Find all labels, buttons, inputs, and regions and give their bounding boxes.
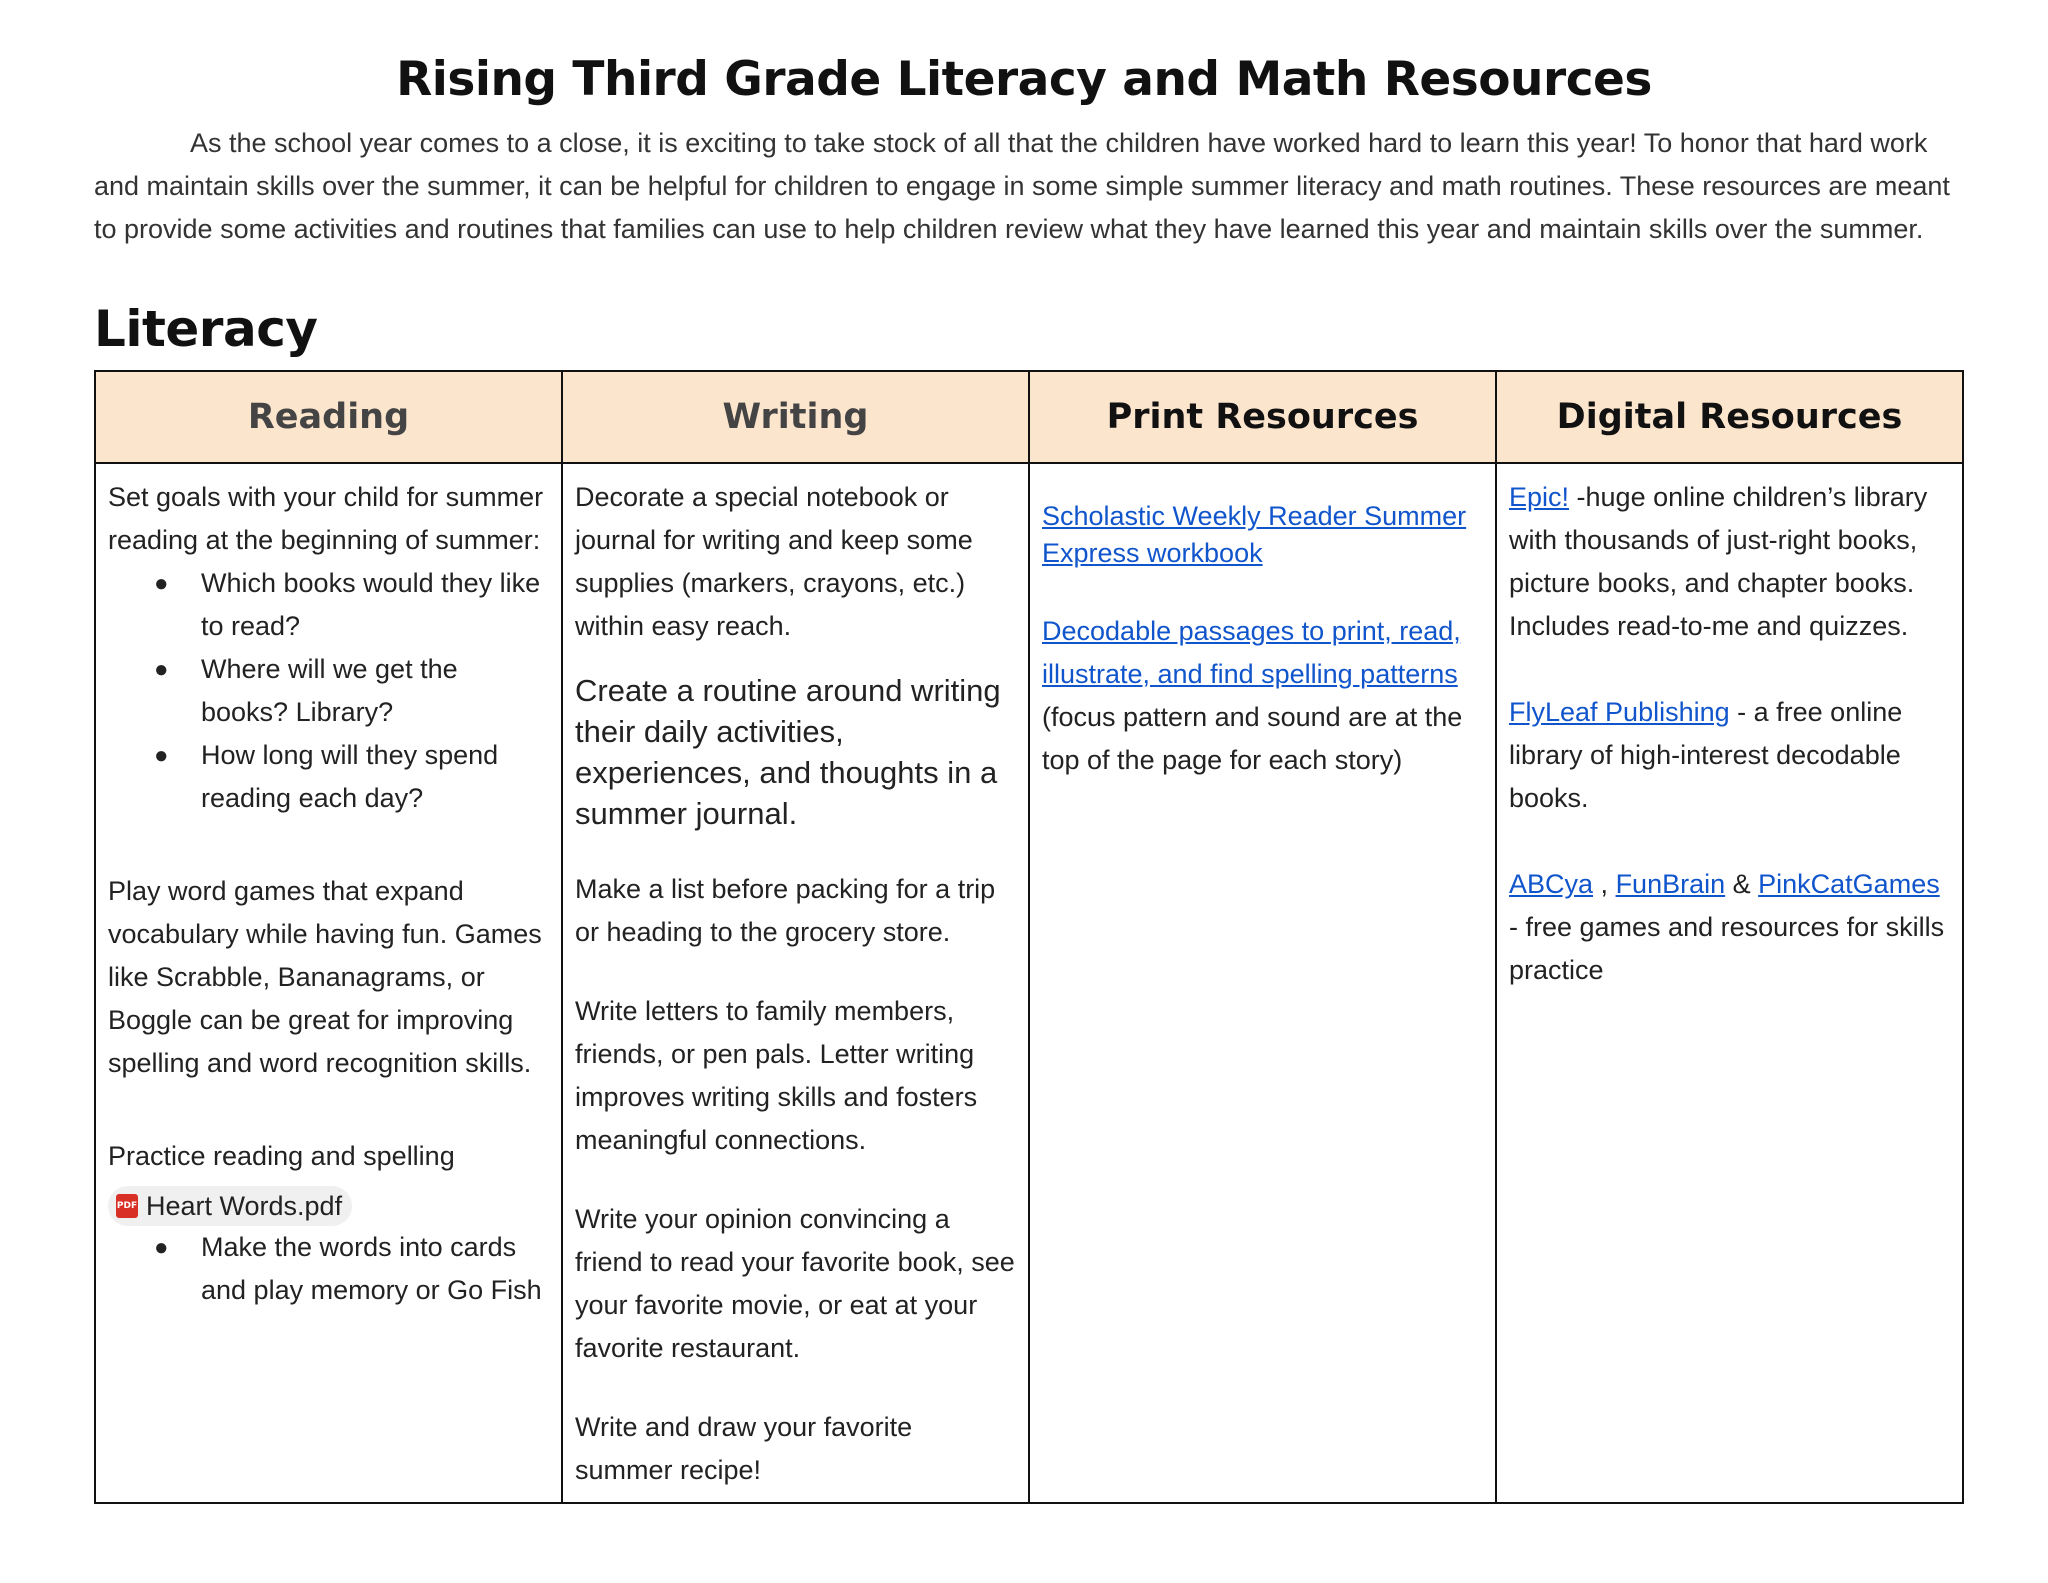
writing-routine-text: Create a routine around writing their daily activities, experiences, and thoughts in a summer journal. bbox=[575, 673, 1001, 831]
decodable-passages-link[interactable]: Decodable passages to print, read, illustrate, and find spelling patterns bbox=[1042, 616, 1461, 689]
list-item: ● Where will we get the books? Library? bbox=[108, 648, 549, 734]
abcya-link[interactable]: ABCya bbox=[1509, 869, 1594, 899]
flyleaf-entry bbox=[1509, 691, 1950, 820]
games-entry bbox=[1509, 863, 1950, 906]
practice-spelling-text: Practice reading and spelling bbox=[108, 1141, 455, 1171]
literacy-heading: Literacy bbox=[94, 300, 318, 358]
flyleaf-description: - a free online library of high-interest decodable books. bbox=[1509, 697, 1903, 813]
list-item: ● Which books would they like to read? bbox=[108, 562, 549, 648]
literacy-table bbox=[94, 370, 1964, 1504]
spacer bbox=[108, 820, 549, 870]
list-item: ● Make the words into cards and play memory or Go Fish bbox=[108, 1226, 549, 1312]
reading-cell bbox=[95, 463, 562, 1503]
flyleaf-publishing-link[interactable]: FlyLeaf Publishing bbox=[1509, 697, 1730, 727]
heart-words-file-label: Heart Words.pdf bbox=[146, 1191, 343, 1221]
decodable-entry bbox=[1042, 610, 1483, 782]
spacer bbox=[575, 1162, 1016, 1198]
spacer bbox=[1509, 820, 1950, 863]
heart-words-file-chip[interactable] bbox=[108, 1186, 352, 1226]
spacer bbox=[1042, 572, 1483, 610]
reading-goals-list bbox=[108, 562, 549, 820]
print-resources-cell bbox=[1029, 463, 1496, 1503]
list-item: ● How long will they spend reading each day? bbox=[108, 734, 549, 820]
spacer bbox=[575, 1370, 1016, 1406]
document-title: Rising Third Grade Literacy and Math Resources bbox=[396, 52, 1652, 107]
table-header-row bbox=[95, 371, 1963, 463]
writing-letters-text: Write letters to family members, friends, or pen pals. Letter writing improves writing skills and fosters meaningful connections. bbox=[575, 996, 978, 1155]
decodable-description: (focus pattern and sound are at the top of the page for each story) bbox=[1042, 702, 1463, 775]
header-print-resources: Print Resources bbox=[1029, 371, 1496, 463]
bullet-icon: ● bbox=[154, 1234, 169, 1261]
spacer bbox=[575, 834, 1016, 868]
spacer bbox=[575, 954, 1016, 990]
spacer bbox=[1509, 648, 1950, 691]
pinkcatgames-link[interactable]: PinkCatGames bbox=[1758, 869, 1940, 899]
reading-goals-text: Set goals with your child for summer reading at the beginning of summer: bbox=[108, 482, 544, 555]
epic-description: -huge online children’s library with thousands of just-right books, picture books, and chapter books. Includes read-to-me and quizzes. bbox=[1509, 482, 1928, 641]
intro-text: As the school year comes to a close, it is exciting to take stock of all that the children have worked hard to learn this year! To honor that hard work and maintain skills over the summer, it can be helpful for children to engage in some simple summer literacy and math routines. These resources are meant to provide some activities and routines that families can use to help children review what they have learned this year and maintain skills over the summer. bbox=[94, 128, 1950, 244]
bullet-icon: ● bbox=[154, 570, 169, 597]
epic-entry bbox=[1509, 476, 1950, 648]
scholastic-entry bbox=[1042, 498, 1483, 572]
spacer bbox=[575, 648, 1016, 670]
separator-comma: , bbox=[1593, 869, 1616, 899]
funbrain-link[interactable]: FunBrain bbox=[1615, 869, 1726, 899]
table-body-row bbox=[95, 463, 1963, 1503]
writing-notebook-text: Decorate a special notebook or journal for writing and keep some supplies (markers, crayons, etc.) within easy reach. bbox=[575, 482, 973, 641]
writing-opinion-text: Write your opinion convincing a friend to read your favorite book, see your favorite movie, or eat at your favorite restaurant. bbox=[575, 1204, 1015, 1363]
header-digital-resources: Digital Resources bbox=[1496, 371, 1963, 463]
writing-list-text: Make a list before packing for a trip or heading to the grocery store. bbox=[575, 874, 996, 947]
header-reading: Reading bbox=[95, 371, 562, 463]
bullet-icon: ● bbox=[154, 656, 169, 683]
writing-recipe-text: Write and draw your favorite summer recipe! bbox=[575, 1412, 913, 1485]
pdf-file-icon: PDF bbox=[116, 1194, 138, 1218]
epic-link[interactable]: Epic! bbox=[1509, 482, 1570, 512]
separator-ampersand: & bbox=[1725, 869, 1759, 899]
scholastic-summer-express-link[interactable]: Scholastic Weekly Reader Summer Express workbook bbox=[1042, 501, 1467, 568]
spacer bbox=[108, 1085, 549, 1135]
header-writing: Writing bbox=[562, 371, 1029, 463]
word-games-text: Play word games that expand vocabulary while having fun. Games like Scrabble, Bananagrams, or Boggle can be great for improving spelling and word recognition skills. bbox=[108, 876, 542, 1078]
writing-cell bbox=[562, 463, 1029, 1503]
intro-paragraph bbox=[94, 122, 1974, 251]
bullet-icon: ● bbox=[154, 742, 169, 769]
digital-resources-cell bbox=[1496, 463, 1963, 1503]
heart-words-list bbox=[108, 1226, 549, 1312]
spacer bbox=[1042, 476, 1483, 498]
games-description: - free games and resources for skills practice bbox=[1509, 912, 1945, 985]
